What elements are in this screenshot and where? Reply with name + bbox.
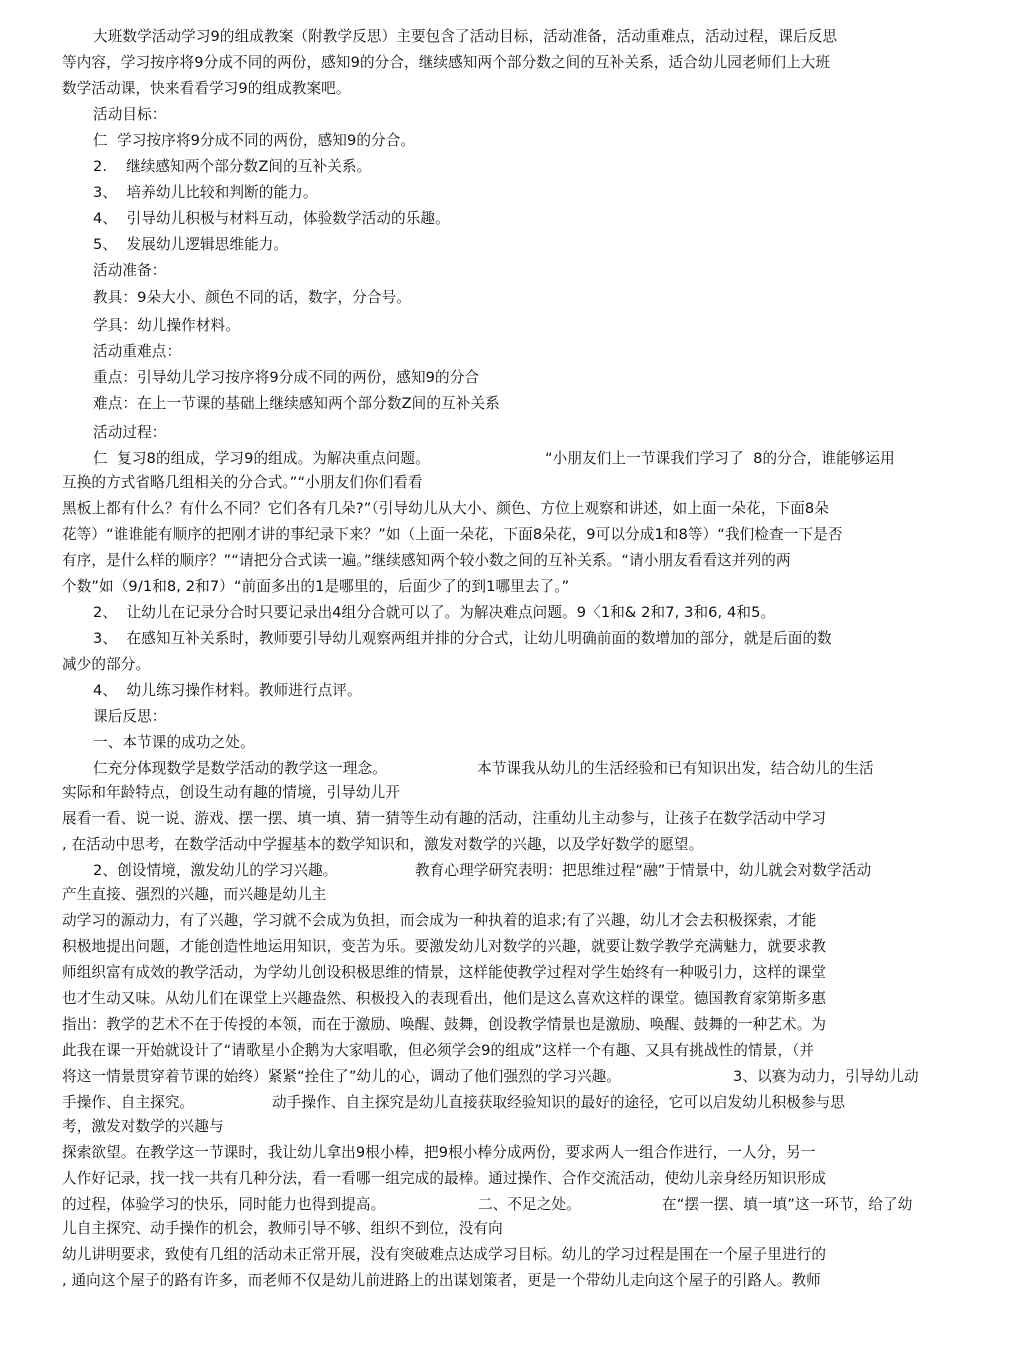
process-text-line: 有序，是什么样的顺序？”“请把分合式读一遍。”继续感知两个较小数之间的互补关系。“请小朋友看看这并列的两 <box>62 552 791 569</box>
reflection-text-line: 人作好记录，找一找一共有几种分法，看一看哪一组完成的最棒。通过操作、合作交流活动，使幼儿亲身经历知识形成 <box>62 1170 827 1187</box>
goal-item-4: 4、 引导幼儿积极与材料互动，体验数学活动的乐趣。 <box>93 210 450 227</box>
reflection-text-line: 此我在课一开始就设计了“请歌星小企鹅为大家唱歌，但必须学会9的组成”这样一个有趣、又具有挑战性的情景，（并 <box>62 1042 815 1059</box>
reflection-text-line: 积极地提出问题，才能创造性地运用知识，变苦为乐。要激发幼儿对数学的兴趣，就要让数学教学充满魅力，就要求教 <box>62 938 827 955</box>
process-step-3: 3、 在感知互补关系时，教师要引导幼儿观察两组并排的分合式，让幼儿明确前面的数增加的部分，就是后面的数 <box>93 630 832 647</box>
process-text-line: 黑板上都有什么？有什么不同？它们各有几朵?”（引导幼儿从大小、颜色、方位上观察和讲述，如上面一朵花，下面8朵 <box>62 500 829 517</box>
goal-item-1: 仁 学习按序将9分成不同的两份，感知9的分合。 <box>93 132 416 149</box>
teaching-aids: 教具：9朵大小、颜色不同的话，数字，分合号。 <box>93 289 411 306</box>
reflection-text-line: 将这一情景贯穿着节课的始终）紧紧“拴住了”幼儿的心，调动了他们强烈的学习兴趣。 <box>62 1068 621 1085</box>
reflection-text-line: 的过程，体验学习的快乐，同时能力也得到提高。 <box>62 1196 386 1213</box>
reflection-text-line: 动手操作、自主探究是幼儿直接获取经验知识的最好的途径，它可以启发幼儿积极参与思 <box>272 1094 846 1111</box>
reflection-text-line: , 通向这个屋子的路有许多，而老师不仅是幼儿前进路上的出谋划策者，更是一个带幼儿走向这个屋子的引路人。教师 <box>62 1272 821 1289</box>
reflection-text-line: 产生直接、强烈的兴趣，而兴趣是幼儿主 <box>62 886 327 903</box>
intro-line-3: 数学活动课，快来看看学习9的组成教案吧。 <box>62 80 351 97</box>
reflection-text-line: 手操作、自主探究。 <box>62 1094 195 1111</box>
goal-item-2: 2. 继续感知两个部分数Z间的互补关系。 <box>93 158 372 175</box>
reflection-text-line: 师组织富有成效的教学活动，为学幼儿创设积极思维的情景，这样能使教学过程对学生始终有一种吸引力，这样的课堂 <box>62 964 827 981</box>
difficult-point: 难点：在上一节课的基础上继续感知两个部分数Z间的互补关系 <box>93 395 500 412</box>
process-step-3-cont: 减少的部分。 <box>62 656 151 673</box>
reflection-text-line: 幼儿讲明要求，致使有几组的活动未正常开展，没有突破难点达成学习目标。幼儿的学习过程是围在一个屋子里进行的 <box>62 1246 827 1263</box>
intro-line-2: 等内容，学习按序将9分成不同的两份，感知9的分合，继续感知两个部分数之间的互补关系，适合幼儿园老师们上大班 <box>62 54 831 71</box>
reflection-point-1: 仁充分体现数学是数学活动的教学这一理念。 <box>93 760 387 777</box>
process-step-2: 2、 让幼儿在记录分合时只要记录出4组分合就可以了。为解决难点问题。9〈1和& 2和7, 3和6, 4和5。 <box>93 604 776 621</box>
reflection-text-line: 指出：教学的艺术不在于传授的本领，而在于激励、唤醒、鼓舞，创设教学情景也是激励、唤醒、鼓舞的一种艺术。为 <box>62 1016 827 1033</box>
intro-line-1: 大班数学活动学习9的组成教案（附教学反思）主要包含了活动目标，活动准备，活动重难点，活动过程，课后反思 <box>93 28 838 45</box>
reflection-text-line: 展看一看、说一说、游戏、摆一摆、填一填、猜一猜等生动有趣的活动，注重幼儿主动参与，让孩子在数学活动中学习 <box>62 810 827 827</box>
reflection-point-2: 2、创设情境，激发幼儿的学习兴趣。 <box>93 862 338 879</box>
goal-item-5: 5、 发展幼儿逻辑思维能力。 <box>93 236 289 253</box>
reflection-text-line: 动学习的源动力，有了兴趣，学习就不会成为负担，而会成为一种执着的追求;有了兴趣，幼儿才会去积极探索，才能 <box>62 912 817 929</box>
reflection-text-line: 教育心理学研究表明：把思维过程“融”于情景中，幼儿就会对数学活动 <box>415 862 872 879</box>
process-step-1-quote: “小朋友们上一节课我们学习了 8的分合，谁能够运用 <box>545 450 895 467</box>
process-step-4: 4、 幼儿练习操作材料。教师进行点评。 <box>93 682 362 699</box>
reflection-text-line: 儿自主探究、动手操作的机会，教师引导不够、组织不到位，没有向 <box>62 1220 503 1237</box>
reflection-text-line: 在“摆一摆、填一填”这一环节，给了幼 <box>662 1196 913 1213</box>
reflection-text-line: 本节课我从幼儿的生活经验和已有知识出发，结合幼儿的生活 <box>477 760 874 777</box>
section-heading-preparation: 活动准备： <box>93 262 167 279</box>
reflection-text-line: 探索欲望。在教学这一节课时，我让幼儿拿出9根小棒，把9根小棒分成两份，要求两人一组合作进行，一人分，另一 <box>62 1144 816 1161</box>
section-heading-goals: 活动目标： <box>93 106 167 123</box>
reflection-text-line: 考，激发对数学的兴趣与 <box>62 1118 224 1135</box>
process-text-line: 互换的方式省略几组相关的分合式。”“小朋友们你们看看 <box>62 474 423 491</box>
reflection-text-line: 实际和年龄特点，创设生动有趣的情境，引导幼儿开 <box>62 784 400 801</box>
process-text-line: 个数”如（9/1和8, 2和7）“前面多出的1是哪里的，后面少了的到1哪里去了。” <box>62 578 570 595</box>
learning-aids: 学具：幼儿操作材料。 <box>93 317 240 334</box>
reflection-text-line: 也才生动又味。从幼儿们在课堂上兴趣盎然、积极投入的表现看出，他们是这么喜欢这样的课堂。德国教育家第斯多惠 <box>62 990 827 1007</box>
section-heading-reflection: 课后反思： <box>93 708 167 725</box>
goal-item-3: 3、 培养幼儿比较和判断的能力。 <box>93 184 318 201</box>
reflection-subheading-success: 一、本节课的成功之处。 <box>93 734 255 751</box>
reflection-point-3: 3、以赛为动力，引导幼儿动 <box>733 1068 919 1085</box>
section-heading-process: 活动过程： <box>93 424 167 441</box>
key-point: 重点：引导幼儿学习按序将9分成不同的两份，感知9的分合 <box>93 369 480 386</box>
reflection-text-line: , 在活动中思考，在数学活动中学握基本的数学知识和，激发对数学的兴趣，以及学好数学的愿望。 <box>62 836 704 853</box>
section-heading-key-points: 活动重难点： <box>93 343 182 360</box>
reflection-subheading-shortcomings: 二、不足之处。 <box>478 1196 581 1213</box>
process-text-line: 花等）“谁谁能有顺序的把刚才讲的事纪录下来？”如（上面一朵花，下面8朵花，9可以分成1和8等）“我们检查一下是否 <box>62 526 843 543</box>
process-step-1: 仁 复习8的组成，学习9的组成。为解决重点问题。 <box>93 450 430 467</box>
